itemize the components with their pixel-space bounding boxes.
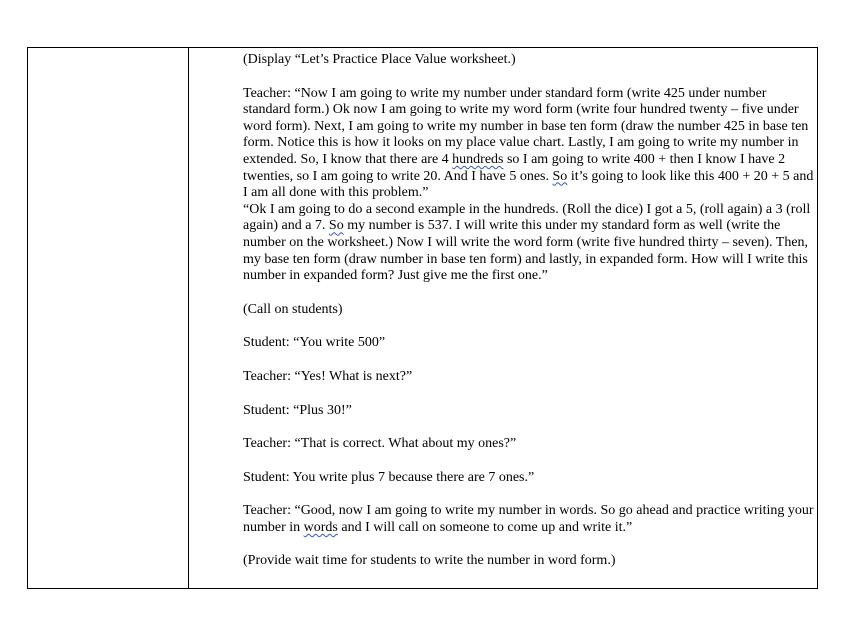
teacher-intro-text-c: it’s going to look like this 400 + 20 + 5 and I am all done with this problem.”	[243, 168, 814, 201]
teacher-final-paragraph	[243, 503, 817, 536]
spellcheck-word-hundreds: hundreds	[452, 151, 504, 167]
wait-time-instruction: (Provide wait time for students to write the number in word form.)	[243, 553, 616, 569]
teacher-intro-paragraph	[243, 86, 817, 202]
student-line-1: Student: “You write 500”	[243, 335, 386, 351]
teacher-second-text-a: “Ok I am going to do a second example in the hundreds. (Roll the dice) I got a 5, (roll again) a 3 (roll again) and a 7.	[243, 201, 811, 234]
teacher-line-2: Teacher: “That is correct. What about my ones?”	[243, 436, 517, 452]
display-instruction: (Display “Let’s Practice Place Value worksheet.)	[243, 52, 516, 67]
student-line-3: Student: You write plus 7 because there are 7 ones.”	[243, 469, 535, 485]
teacher-second-text-b: my number is 537. I will write this under my standard form as well (write the number on the worksheet.) Now I will write the word form (write five hundred thirty – seven). Then, my base ten form (draw number in base ten form) and lastly, in expanded form. How will I write this number in expanded form? Just give me the first one.”	[243, 218, 809, 284]
call-on-students: (Call on students)	[243, 301, 343, 317]
teacher-intro-text-a: Teacher: “Now I am going to write my number under standard form (write 425 under number standard form.) Ok now I am going to write my word form (write four hundred twenty – five under word form). Next, I am going to write my number in base ten form (draw the number 425 in base ten form. Notice this is how it looks on my place value chart. Lastly, I am going to write my number in extended. So, I know that there are 4	[243, 85, 809, 167]
spellcheck-word-words: words	[303, 519, 338, 535]
teacher-final-text-b: and I will call on someone to come up and write it.”	[337, 519, 633, 535]
teacher-line-1: Teacher: “Yes! What is next?”	[243, 368, 413, 384]
teacher-second-example-paragraph	[243, 202, 817, 285]
lesson-table	[27, 47, 818, 589]
lesson-content-cell	[243, 52, 817, 570]
teacher-final-text-a: Teacher: “Good, now I am going to write my number in words. So go ahead and practice writing your number in	[243, 503, 814, 535]
student-line-2: Student: “Plus 30!”	[243, 402, 352, 418]
spellcheck-word-so: So	[552, 168, 568, 184]
column-divider	[188, 48, 189, 588]
teacher-intro-text-b: so I am going to write 400 + then I know I have 2 twenties, so I am going to write 20. And I have 5 ones.	[243, 151, 786, 184]
spellcheck-word-so-2: So	[328, 218, 344, 234]
